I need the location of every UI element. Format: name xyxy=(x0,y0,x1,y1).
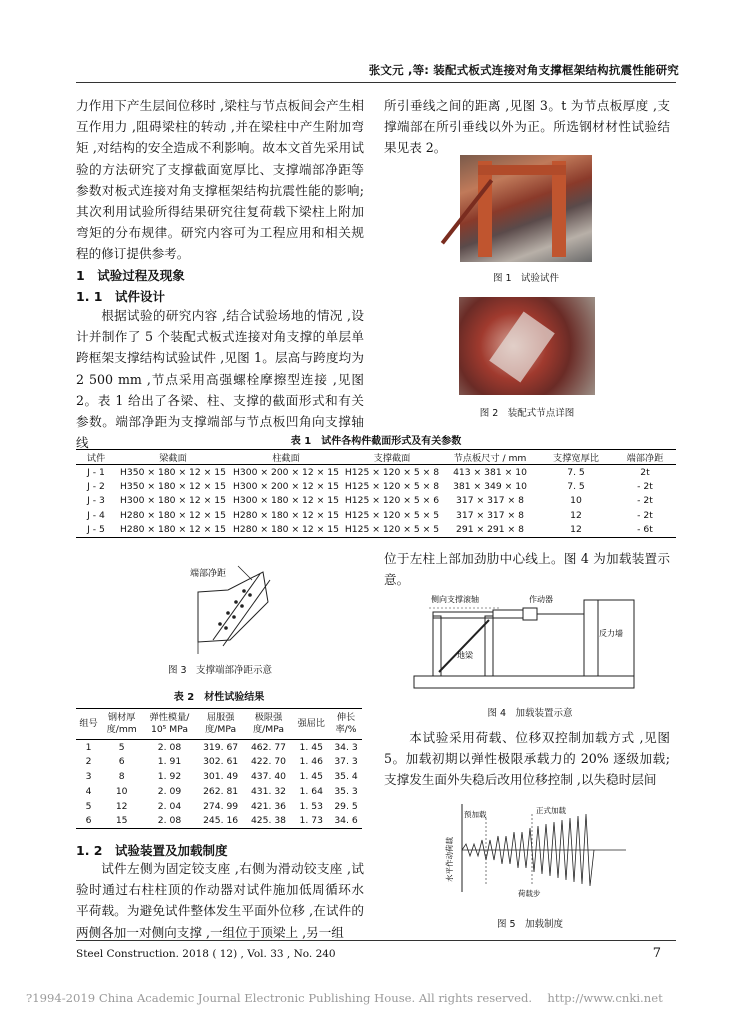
table-cell: 1. 53 xyxy=(299,800,323,812)
table2-header xyxy=(292,709,330,740)
table2-header xyxy=(245,709,293,740)
table-cell: 1 xyxy=(85,741,92,753)
table-cell: 10 xyxy=(570,495,582,507)
table-row xyxy=(76,465,676,480)
fig4-label-actuator: 作动器 xyxy=(529,595,553,604)
table-cell: 1. 46 xyxy=(299,756,323,768)
journal-citation: Steel Construction. 2018 ( 12) , Vol. 33 , No. 240 xyxy=(76,948,336,960)
table-cell: 302. 61 xyxy=(203,756,239,768)
fig2-caption: 图 2 装配式节点详图 xyxy=(479,408,575,419)
table-cell: H300 × 200 × 12 × 15 xyxy=(233,466,339,478)
table-cell: - 6t xyxy=(614,523,676,538)
table-cell: 413 × 381 × 10 xyxy=(453,466,527,478)
fig4-label-wall: 反力墙 xyxy=(599,629,623,638)
table1-header: 支撑宽厚比 xyxy=(538,450,614,465)
table-cell: H350 × 180 × 12 × 15 xyxy=(120,480,226,492)
table-cell: J - 3 xyxy=(87,495,105,507)
table-cell: - 2t xyxy=(637,480,653,492)
right-mid-paragraph: 位于左柱上部加劲肋中心线上。图 4 为加载装置示意。 xyxy=(384,551,670,588)
table-cell: 301. 49 xyxy=(203,770,239,782)
footer-rule xyxy=(76,940,676,941)
section-1-title: 1 试验过程及现象 xyxy=(76,268,185,283)
table-cell: 10 xyxy=(115,785,128,797)
running-header: 张文元 ,等: 装配式板式连接对角支撑框架结构抗震性能研究 xyxy=(368,63,679,77)
fig2-photo xyxy=(459,297,595,395)
table-row xyxy=(76,740,362,755)
fig5-caption: 图 5 加载制度 xyxy=(496,919,564,930)
table-cell: 381 × 349 × 10 xyxy=(453,480,527,492)
table-cell: 8 xyxy=(118,770,125,782)
header-rule xyxy=(76,82,676,83)
table-cell: 2. 04 xyxy=(157,800,182,812)
table-row xyxy=(76,508,676,523)
loading-paragraph: 本试验采用荷载、位移双控制加载方式 ,见图 5。加载初期以弹性极限承载力的 20% 逐级加载; 支撑发生面外失稳后改用位移控制 ,以失稳时层间 xyxy=(384,730,670,788)
table2-header-line: 度/MPa xyxy=(205,724,237,735)
table2-header-line: 钢材厚 xyxy=(107,712,136,723)
table-cell: 12 xyxy=(115,800,128,812)
right-top-paragraph: 所引垂线之间的距离 ,见图 3。t 为节点板厚度 ,支撑端部在所引垂线以外为正。所选钢材材性试验结果见表 2。 xyxy=(384,98,670,156)
table2-header-line: 强屈比 xyxy=(297,718,325,729)
table2-header-line: 组号 xyxy=(79,718,98,729)
table1-caption: 表 1 试件各构件截面形式及有关参数 xyxy=(290,436,462,447)
fig5-label-pre: 预加载 xyxy=(464,810,487,819)
table-cell: 317 × 317 × 8 xyxy=(456,510,524,522)
table2-header-line: 弹性模量/ xyxy=(149,712,190,723)
table1-header-row xyxy=(76,450,676,465)
table-cell: 462. 77 xyxy=(250,741,287,753)
table-cell: 1. 91 xyxy=(157,756,182,768)
table-cell: 37. 3 xyxy=(334,756,358,768)
table-cell: 2. 09 xyxy=(157,785,182,797)
table-cell: H125 × 120 × 5 × 8 xyxy=(344,466,440,478)
table-cell: 317 × 317 × 8 xyxy=(456,495,524,507)
table-cell: 1. 73 xyxy=(292,813,330,828)
table2-header-line: 屈服强 xyxy=(206,712,235,723)
table-cell: H300 × 180 × 12 × 15 xyxy=(233,495,339,507)
table2-header xyxy=(142,709,196,740)
table-cell: J - 2 xyxy=(87,480,105,492)
table-cell: H280 × 180 × 12 × 15 xyxy=(230,523,342,538)
table-cell: 6 xyxy=(118,756,125,768)
table-cell: 2 xyxy=(85,756,92,768)
fig1-photo xyxy=(460,155,592,262)
table1 xyxy=(76,449,676,538)
table-cell: 12 xyxy=(570,510,582,522)
copyright-notice: ?1994-2019 China Academic Journal Electronic Publishing House. All rights reserved. http://www.cnki.net xyxy=(26,991,663,1005)
table-row xyxy=(76,754,362,769)
table-cell: H300 × 180 × 12 × 15 xyxy=(120,495,226,507)
table-cell: 421. 36 xyxy=(250,800,287,812)
table-row xyxy=(76,799,362,814)
fig4-label-lateral: 侧向支撑滚轴 xyxy=(431,595,479,604)
table-cell: 1. 92 xyxy=(157,770,182,782)
table2-header-line: 度/MPa xyxy=(253,724,284,735)
table2-header xyxy=(76,709,101,740)
intro-paragraph: 力作用下产生层间位移时 ,梁柱与节点板间会产生相互作用力 ,阻碍梁柱的转动 ,并在梁柱中产生附加弯矩 ,对结构的安全造成不利影响。故本文首先采用试验的方法研究了支撑截面宽厚比、支撑端部净距等参数对板式连接对角支撑框架结构抗震性能的影响; 其次利用试验所得结果研究往复荷载下梁柱上附加弯矩的分布规律。研究内容可为工程应用和相关规程的修订提供参考。 xyxy=(76,98,364,262)
table-row xyxy=(76,769,362,784)
table2-caption: 表 2 材性试验结果 xyxy=(173,692,265,703)
table2 xyxy=(76,708,362,829)
fig3-label: 端部净距 xyxy=(190,569,227,579)
table-row xyxy=(76,784,362,799)
table-cell: J - 4 xyxy=(87,510,105,522)
table1-header: 试件 xyxy=(76,450,116,465)
table-cell: 4 xyxy=(85,785,92,797)
fig4-label-beam: 地梁 xyxy=(457,651,473,660)
fig3-caption: 图 3 支撑端部净距示意 xyxy=(167,665,273,676)
table-row xyxy=(76,494,676,509)
table-cell: 35. 3 xyxy=(334,785,358,797)
table1-header: 梁截面 xyxy=(116,450,230,465)
table-cell: H300 × 200 × 12 × 15 xyxy=(233,480,339,492)
table-cell: 12 xyxy=(538,523,614,538)
table-cell: 15 xyxy=(101,813,142,828)
table-cell: H280 × 180 × 12 × 15 xyxy=(233,510,339,522)
table-cell: 2. 08 xyxy=(157,741,182,753)
table2-header-line: 伸长 xyxy=(336,712,356,723)
table-cell: 425. 38 xyxy=(245,813,293,828)
section-1-1-title: 1. 1 试件设计 xyxy=(76,289,165,304)
table-cell: 2t xyxy=(640,466,650,478)
fig4-caption: 图 4 加载装置示意 xyxy=(487,708,573,719)
section-1-2-title: 1. 2 试验装置及加载制度 xyxy=(76,843,228,858)
table-cell: - 2t xyxy=(637,510,653,522)
table-cell: H280 × 180 × 12 × 15 xyxy=(120,510,226,522)
table-cell: 431. 32 xyxy=(250,785,287,797)
table1-header: 柱截面 xyxy=(230,450,342,465)
fig5-diagram xyxy=(440,800,630,900)
table-row xyxy=(76,813,362,828)
table-cell: H125 × 120 × 5 × 5 xyxy=(342,523,442,538)
table-cell: 7. 5 xyxy=(567,466,585,478)
fig5-label-cycles: 荷载步 xyxy=(518,889,541,898)
table2-header-line: 10⁵ MPa xyxy=(150,724,188,735)
table-cell: 262. 81 xyxy=(203,785,239,797)
table2-header-line: 度/mm xyxy=(106,724,137,735)
table-cell: 6 xyxy=(76,813,101,828)
table2-header-line: 极限强 xyxy=(254,712,283,723)
fig4-diagram xyxy=(409,592,645,696)
table-row xyxy=(76,523,676,538)
table-cell: H125 × 120 × 5 × 5 xyxy=(344,510,440,522)
table-cell: H125 × 120 × 5 × 6 xyxy=(344,495,440,507)
table-cell: J - 1 xyxy=(87,466,105,478)
table-cell: 437. 40 xyxy=(250,770,287,782)
table1-header: 节点板尺寸 / mm xyxy=(442,450,538,465)
table-cell: 34. 3 xyxy=(334,741,358,753)
page-number: 7 xyxy=(652,946,661,961)
fig1-caption: 图 1 试验试件 xyxy=(492,273,560,284)
fig5-label-yaxis: 水平作动荷载 xyxy=(445,837,454,882)
table2-header xyxy=(330,709,362,740)
section-1-2-paragraph: 试件左侧为固定铰支座 ,右侧为滑动铰支座 ,试验时通过右柱柱顶的作动器对试件施加低周循环水平荷载。为避免试件整体发生平面外位移 ,在试件的两侧各加一对侧向支撑 ,一组位于顶梁上 ,另一组 xyxy=(76,861,364,940)
table-cell: 274. 99 xyxy=(203,800,239,812)
table-cell: 1. 45 xyxy=(299,741,323,753)
table-cell: H125 × 120 × 5 × 8 xyxy=(344,480,440,492)
table-cell: 35. 4 xyxy=(334,770,358,782)
table-cell: 291 × 291 × 8 xyxy=(442,523,538,538)
table2-header xyxy=(197,709,245,740)
table-cell: 5 xyxy=(85,800,92,812)
table-row xyxy=(76,479,676,494)
table-cell: 2. 08 xyxy=(142,813,196,828)
table-cell: 34. 6 xyxy=(330,813,362,828)
table-cell: H350 × 180 × 12 × 15 xyxy=(120,466,226,478)
table-cell: 1. 64 xyxy=(299,785,323,797)
fig3-diagram xyxy=(168,562,278,657)
table-cell: 3 xyxy=(85,770,92,782)
table-cell: 29. 5 xyxy=(334,800,358,812)
table-cell: 422. 70 xyxy=(250,756,287,768)
table-cell: 1. 45 xyxy=(299,770,323,782)
table-cell: J - 5 xyxy=(76,523,116,538)
table2-header xyxy=(101,709,142,740)
section-1-1-paragraph: 根据试验的研究内容 ,结合试验场地的情况 ,设计并制作了 5 个装配式板式连接对角支撑的单层单跨框架支撑结构试验试件 ,见图 1。层高与跨度均为 2 500 mm ,节点采用高强螺栓摩擦型连接 ,见图 2。表 1 给出了各梁、柱、支撑的截面形式和有关参数。端部净距为支撑端部与节点板凹角向支撑轴线 xyxy=(76,308,364,451)
table-cell: 319. 67 xyxy=(203,741,239,753)
table-cell: - 2t xyxy=(637,495,653,507)
fig5-label-formal: 正式加载 xyxy=(536,806,566,815)
table-cell: 245. 16 xyxy=(197,813,245,828)
table1-header: 端部净距 xyxy=(614,450,676,465)
table-cell: H280 × 180 × 12 × 15 xyxy=(116,523,230,538)
table2-header-line: 率/% xyxy=(335,724,357,735)
table2-header-row xyxy=(76,709,362,740)
table-cell: 7. 5 xyxy=(567,480,585,492)
table-cell: 5 xyxy=(118,741,125,753)
table1-header: 支撑截面 xyxy=(342,450,442,465)
